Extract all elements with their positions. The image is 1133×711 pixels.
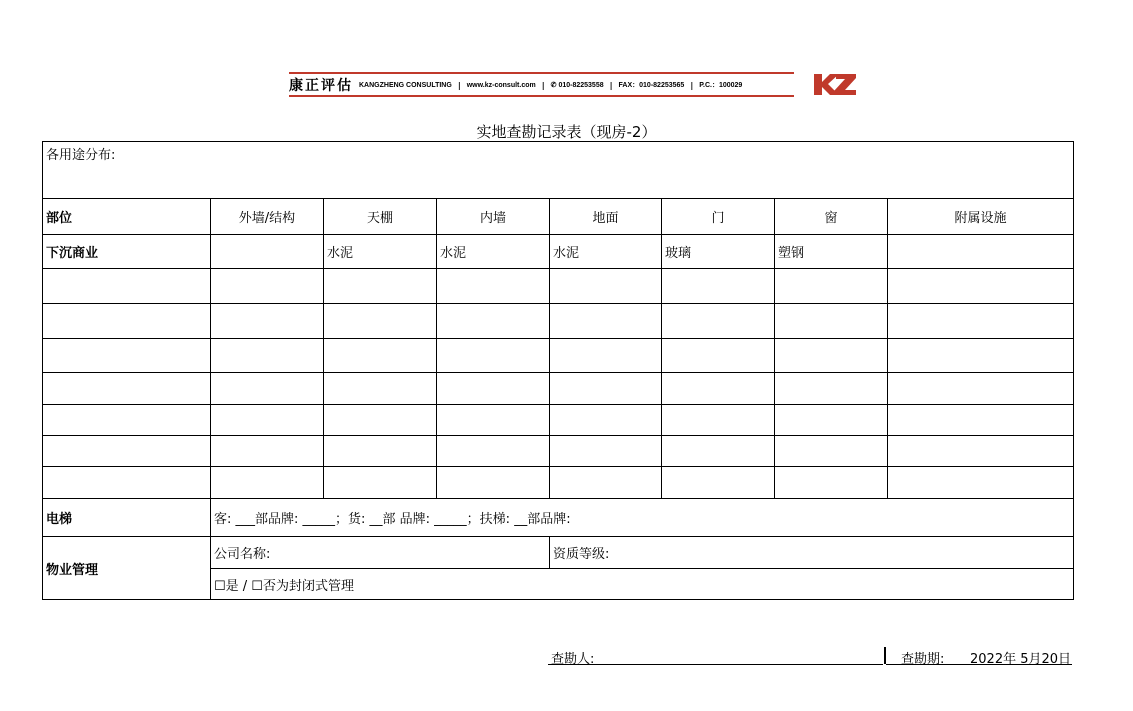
company-name-cn: 康正评估 <box>289 78 353 94</box>
elevator-label: 电梯 <box>43 499 211 537</box>
elevator-row <box>43 499 1074 537</box>
empty-cell[interactable] <box>324 436 437 467</box>
letterhead-top-rule <box>289 72 794 74</box>
empty-cell[interactable] <box>324 304 437 339</box>
empty-cell[interactable] <box>437 339 550 373</box>
empty-cell[interactable] <box>888 373 1074 405</box>
cell-floor[interactable]: 水泥 <box>550 235 662 269</box>
empty-cell[interactable] <box>211 467 324 499</box>
usage-distribution-label: 各用途分布: <box>46 148 116 163</box>
table-row <box>43 339 1074 373</box>
inspector-field[interactable] <box>548 648 883 665</box>
column-header-floor: 地面 <box>550 199 662 235</box>
property-qualification-level[interactable]: 资质等级: <box>550 537 1074 569</box>
empty-cell[interactable] <box>775 304 888 339</box>
empty-cell[interactable] <box>550 405 662 436</box>
empty-cell[interactable] <box>437 436 550 467</box>
empty-cell[interactable] <box>888 436 1074 467</box>
empty-cell[interactable] <box>775 436 888 467</box>
letterhead-separator: | <box>541 80 545 90</box>
company-fax: FAX：010-82253565 <box>618 82 685 89</box>
empty-cell[interactable] <box>211 405 324 436</box>
empty-cell[interactable] <box>43 436 211 467</box>
empty-cell[interactable] <box>437 373 550 405</box>
empty-cell[interactable] <box>550 436 662 467</box>
empty-cell[interactable] <box>662 405 775 436</box>
cell-interior-wall[interactable]: 水泥 <box>437 235 550 269</box>
empty-cell[interactable] <box>43 467 211 499</box>
empty-cell[interactable] <box>775 269 888 304</box>
empty-cell[interactable] <box>550 467 662 499</box>
cell-facilities[interactable] <box>888 235 1074 269</box>
empty-cell[interactable] <box>211 436 324 467</box>
cell-part[interactable]: 下沉商业 <box>43 235 211 269</box>
company-website: www.kz-consult.com <box>466 81 536 89</box>
inspection-table <box>42 141 1074 600</box>
usage-distribution-cell[interactable] <box>43 142 1074 199</box>
kz-logo <box>812 70 858 98</box>
empty-cell[interactable] <box>888 405 1074 436</box>
table-row <box>43 467 1074 499</box>
cell-door[interactable]: 玻璃 <box>662 235 775 269</box>
cell-ceiling[interactable]: 水泥 <box>324 235 437 269</box>
empty-cell[interactable] <box>888 269 1074 304</box>
empty-cell[interactable] <box>550 339 662 373</box>
company-phone: ✆ 010-82253558 <box>550 82 604 89</box>
company-name-en: KANGZHENG CONSULTING <box>359 81 452 89</box>
empty-cell[interactable] <box>775 467 888 499</box>
table-row <box>43 235 1074 269</box>
empty-cell[interactable] <box>662 269 775 304</box>
column-header-interior-wall: 内墙 <box>437 199 550 235</box>
table-row <box>43 304 1074 339</box>
column-header-part: 部位 <box>43 199 211 235</box>
empty-cell[interactable] <box>775 405 888 436</box>
empty-cell[interactable] <box>662 436 775 467</box>
empty-cell[interactable] <box>324 339 437 373</box>
empty-cell[interactable] <box>43 405 211 436</box>
empty-cell[interactable] <box>550 304 662 339</box>
column-header-ceiling: 天棚 <box>324 199 437 235</box>
empty-cell[interactable] <box>324 373 437 405</box>
empty-cell[interactable] <box>775 373 888 405</box>
table-row <box>43 269 1074 304</box>
elevator-details[interactable]: 客: ___部品牌: _____；货: __部 品牌: _____；扶梯: __部品牌: <box>211 499 1074 537</box>
table-row <box>43 405 1074 436</box>
empty-cell[interactable] <box>550 269 662 304</box>
letterhead-separator: | <box>690 80 694 90</box>
table-row <box>43 436 1074 467</box>
empty-cell[interactable] <box>437 304 550 339</box>
empty-cell[interactable] <box>775 339 888 373</box>
column-header-facilities: 附属设施 <box>888 199 1074 235</box>
column-header-exterior: 外墙/结构 <box>211 199 324 235</box>
property-management-row <box>43 537 1074 569</box>
empty-cell[interactable] <box>43 339 211 373</box>
form-title: 实地查勘记录表（现房-2） <box>476 123 657 141</box>
company-postcode: P.C.：100029 <box>699 82 743 89</box>
empty-cell[interactable] <box>662 373 775 405</box>
cell-window[interactable]: 塑钢 <box>775 235 888 269</box>
empty-cell[interactable] <box>211 269 324 304</box>
empty-cell[interactable] <box>662 304 775 339</box>
column-header-window: 窗 <box>775 199 888 235</box>
letterhead <box>289 72 796 98</box>
empty-cell[interactable] <box>437 405 550 436</box>
empty-cell[interactable] <box>324 269 437 304</box>
empty-cell[interactable] <box>211 304 324 339</box>
empty-cell[interactable] <box>437 269 550 304</box>
letterhead-separator: | <box>609 80 613 90</box>
inspection-date-value: 2022年 5月20日 <box>970 652 1072 667</box>
empty-cell[interactable] <box>211 373 324 405</box>
property-company-name[interactable]: 公司名称: <box>211 537 550 569</box>
empty-cell[interactable] <box>43 373 211 405</box>
letterhead-separator: | <box>457 80 461 90</box>
empty-cell[interactable] <box>324 405 437 436</box>
column-header-door: 门 <box>662 199 775 235</box>
empty-cell[interactable] <box>437 467 550 499</box>
empty-cell[interactable] <box>43 304 211 339</box>
empty-cell[interactable] <box>211 339 324 373</box>
empty-cell[interactable] <box>662 467 775 499</box>
letterhead-text-row <box>289 76 742 94</box>
empty-cell[interactable] <box>888 339 1074 373</box>
empty-cell[interactable] <box>888 304 1074 339</box>
closed-management-checkboxes[interactable]: ☐是 / ☐否为封闭式管理 <box>211 569 1074 600</box>
empty-cell[interactable] <box>662 339 775 373</box>
table-row <box>43 373 1074 405</box>
empty-cell[interactable] <box>888 467 1074 499</box>
inspection-date-label: 查勘期: <box>901 652 945 667</box>
letterhead-bottom-rule <box>289 95 794 97</box>
inspection-date-field[interactable] <box>886 648 1072 665</box>
inspector-label: 查勘人: <box>551 652 595 667</box>
property-management-label: 物业管理 <box>43 537 211 600</box>
cell-exterior[interactable] <box>211 235 324 269</box>
empty-cell[interactable] <box>324 467 437 499</box>
empty-cell[interactable] <box>43 269 211 304</box>
empty-cell[interactable] <box>550 373 662 405</box>
